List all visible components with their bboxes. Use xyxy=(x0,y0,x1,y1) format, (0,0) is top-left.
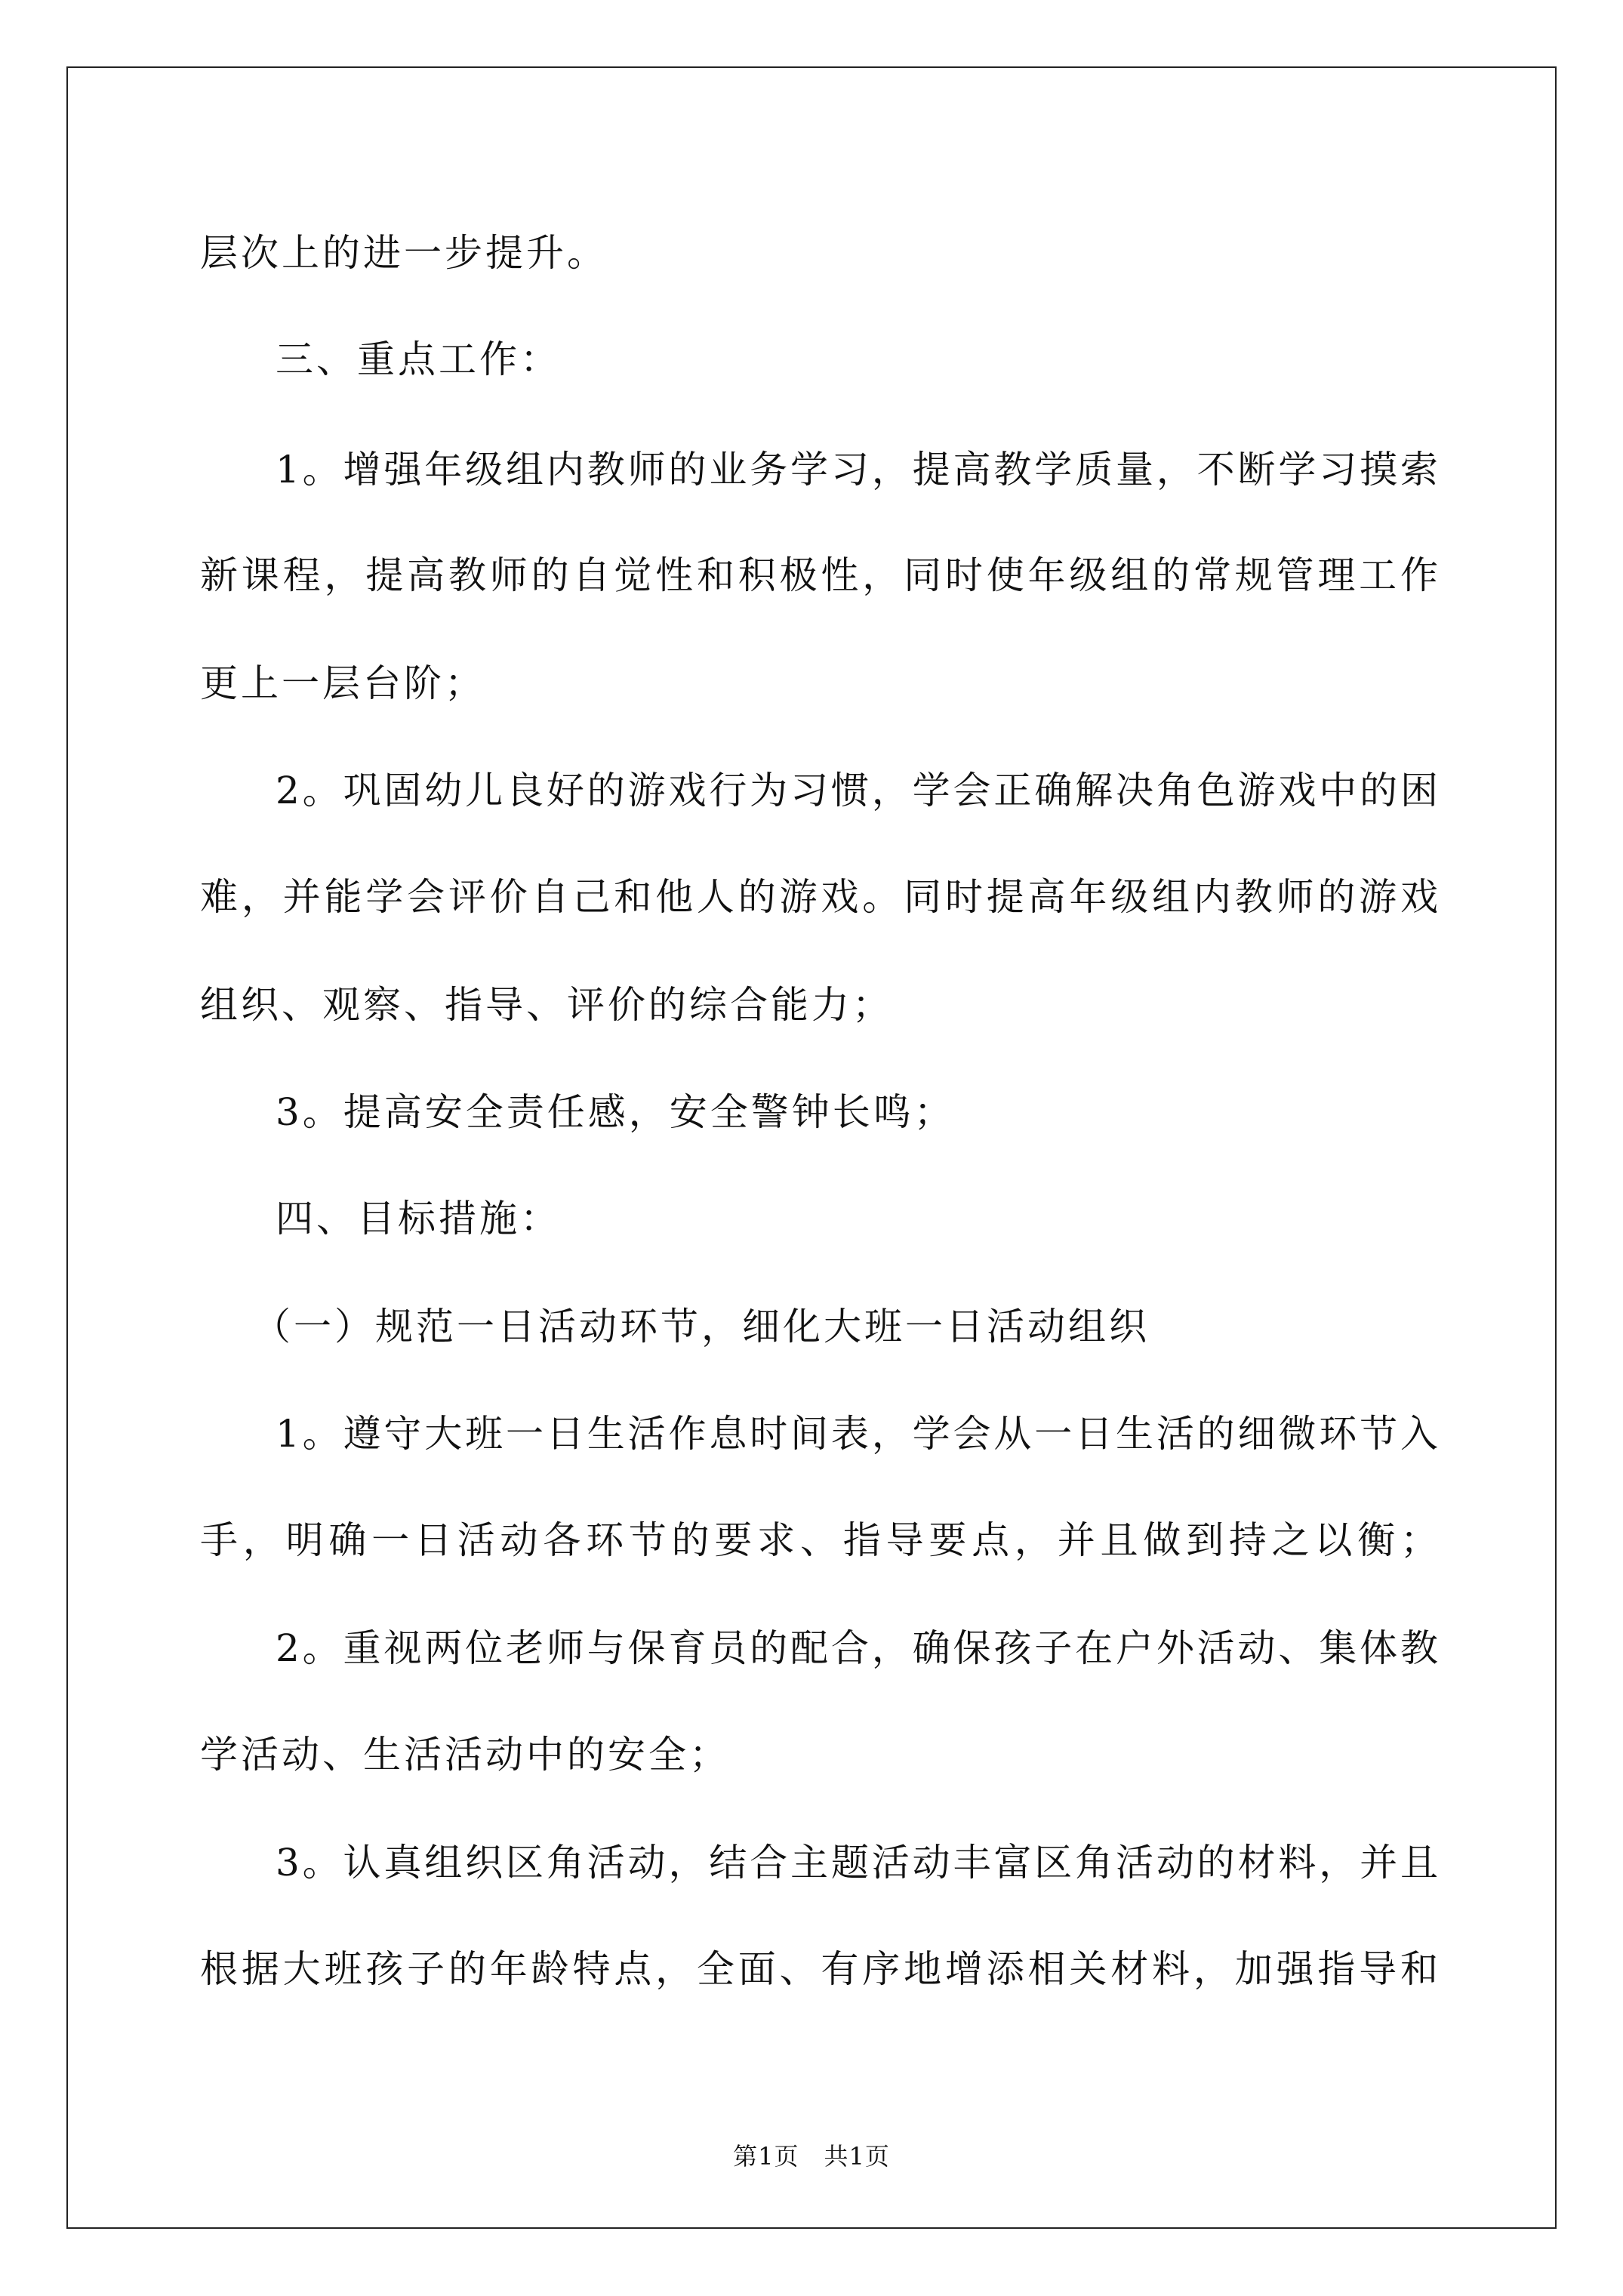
paragraph-line: 难，并能学会评价自己和他人的游戏。同时提高年级组内教师的游戏 xyxy=(200,875,1438,919)
section-heading: 三、重点工作： xyxy=(276,337,561,381)
paragraph-line: 3。提高安全责任感，安全警钟长鸣； xyxy=(276,1090,955,1134)
paragraph-line: 更上一层台阶； xyxy=(200,661,485,705)
page-border xyxy=(66,66,1557,2229)
subsection-heading: （一）规范一日活动环节，细化大班一日活动组织 xyxy=(253,1305,1150,1348)
paragraph-line: 1。遵守大班一日生活作息时间表，学会从一日生活的细微环节入 xyxy=(276,1412,1438,1456)
paragraph-line: 2。重视两位老师与保育员的配合，确保孩子在户外活动、集体教 xyxy=(276,1626,1438,1670)
page-footer: 第1页 共1页 xyxy=(733,2142,890,2171)
paragraph-line: 新课程，提高教师的自觉性和积极性，同时使年级组的常规管理工作 xyxy=(200,553,1438,597)
paragraph-line: 2。巩固幼儿良好的游戏行为习惯，学会正确解决角色游戏中的困 xyxy=(276,769,1438,812)
paragraph-line: 根据大班孩子的年龄特点，全面、有序地增添相关材料，加强指导和 xyxy=(200,1947,1438,1991)
paragraph-line: 学活动、生活活动中的安全； xyxy=(200,1733,730,1777)
paragraph-line: 层次上的进一步提升。 xyxy=(200,231,608,275)
section-heading: 四、目标措施： xyxy=(276,1197,561,1240)
paragraph-line: 组织、观察、指导、评价的综合能力； xyxy=(200,983,893,1027)
paragraph-line: 3。认真组织区角活动，结合主题活动丰富区角活动的材料，并且 xyxy=(276,1841,1438,1885)
paragraph-line: 1。增强年级组内教师的业务学习，提高教学质量，不断学习摸索 xyxy=(276,448,1438,492)
paragraph-line: 手，明确一日活动各环节的要求、指导要点，并且做到持之以衡； xyxy=(200,1518,1438,1562)
